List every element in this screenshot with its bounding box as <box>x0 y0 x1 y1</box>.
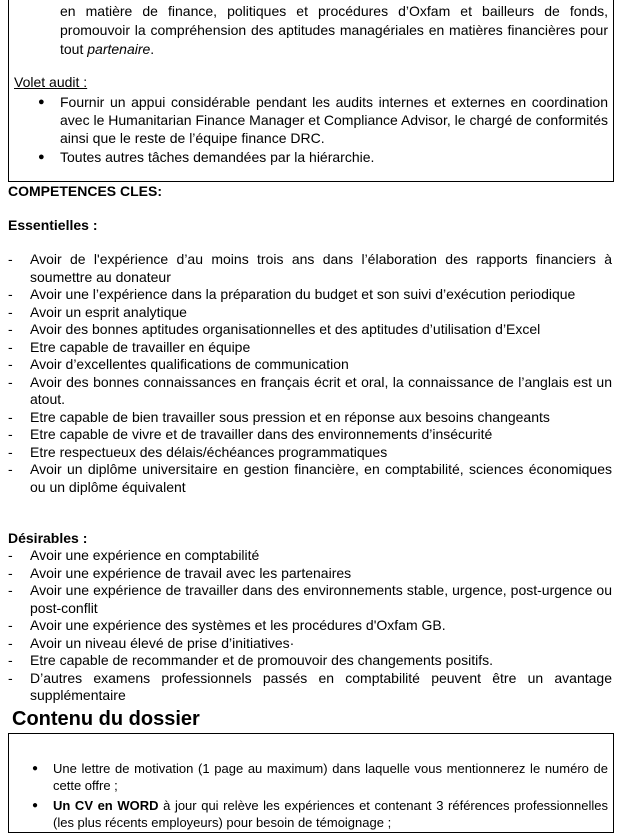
list-item-text: Fournir un appui considérable pendant les audits internes et externes en coordination avec le Humanitarian Finance Manager et Compliance Advisor, le chargé de conformités ainsi que le reste de l’équipe finance DRC. <box>60 94 608 146</box>
dash-icon: - <box>8 652 13 668</box>
dash-icon: - <box>8 373 13 390</box>
dash-icon: - <box>8 356 13 372</box>
dash-icon: - <box>8 251 13 267</box>
dash-icon: - <box>8 582 13 598</box>
list-item <box>0 635 612 653</box>
dash-icon: - <box>8 303 13 320</box>
list-item-text: Etre capable de bien travailler sous pression et en réponse aux besoins changeants <box>30 408 550 425</box>
list-item <box>0 461 612 496</box>
list-item-text: Avoir des bonnes connaissances en français écrit et oral, la connaissance de l’anglais est un atout. <box>30 373 612 407</box>
desirables-heading: Désirables : <box>8 530 88 546</box>
list-item-text: Avoir une expérience des systèmes et les procédures d'Oxfam GB. <box>30 617 446 633</box>
list-item <box>0 93 608 147</box>
continuation-text: en matière de finance, politiques et procédures d’Oxfam et bailleurs de fonds, promouvoir la compréhension des aptitudes managériales en matières financières pour tout <box>60 3 608 57</box>
list-item-text: Etre respectueux des délais/échéances programmatiques <box>30 443 388 460</box>
audit-list <box>0 93 620 166</box>
essentielles-list <box>0 251 620 496</box>
list-item-text: Avoir un niveau élevé de prise d’initiatives· <box>30 634 295 651</box>
list-item-text: Etre capable de recommander et de promouvoir des changements positifs. <box>30 652 494 668</box>
list-item <box>0 617 612 635</box>
continuation-paragraph <box>60 2 608 59</box>
list-item <box>0 652 612 670</box>
list-item <box>0 304 612 322</box>
list-item-text: D’autres examens professionnels passés en comptabilité peuvent être un avantage supplémentaire <box>30 669 612 703</box>
dash-icon: - <box>8 669 13 686</box>
list-item-text: à jour qui relève les expériences et contenant 3 références professionnelles (les plus récents employeurs) pour besoin de témoignage ; <box>53 798 608 830</box>
dossier-list <box>0 761 620 831</box>
list-item <box>0 356 612 374</box>
continuation-emphasis: partenaire <box>87 41 151 57</box>
list-item <box>0 339 612 357</box>
dossier-title: Contenu du dossier <box>12 708 200 730</box>
continuation-end: . <box>150 41 155 57</box>
dash-icon: - <box>8 547 13 563</box>
dash-icon: - <box>8 426 13 442</box>
dash-icon: - <box>8 634 13 651</box>
list-item <box>0 565 612 583</box>
list-item-text: Avoir des bonnes aptitudes organisationnelles et des aptitudes d’utilisation d’Excel <box>30 321 541 337</box>
dash-icon: - <box>8 443 13 460</box>
dash-icon: - <box>8 321 13 337</box>
bullet-icon: ● <box>32 763 39 774</box>
list-item <box>0 148 608 166</box>
cv-word-emphasis: Un CV en WORD <box>53 798 159 813</box>
list-item-text: Avoir d’excellentes qualifications de communication <box>30 356 349 372</box>
essentielles-heading: Essentielles : <box>8 217 98 233</box>
desirables-list <box>0 547 620 705</box>
audit-section-title: Volet audit : <box>14 74 88 90</box>
list-item-text: Avoir une expérience de travail avec les partenaires <box>30 564 352 581</box>
bullet-icon: ● <box>38 151 45 163</box>
list-item <box>0 798 608 831</box>
list-item <box>0 582 612 617</box>
list-item <box>0 761 608 794</box>
list-item-text: Avoir un diplôme universitaire en gestion financière, en comptabilité, sciences économiques ou un diplôme équivalent <box>30 461 612 495</box>
dash-icon: - <box>8 564 13 581</box>
list-item-text: Avoir une l’expérience dans la préparation du budget et son suivi d’exécution periodique <box>30 286 576 302</box>
list-item-text: Toutes autres tâches demandées par la hiérarchie. <box>60 149 375 165</box>
list-item-text: Avoir un esprit analytique <box>30 303 187 320</box>
dash-icon: - <box>8 408 13 425</box>
dash-icon: - <box>8 338 13 355</box>
list-item-text: Avoir une expérience de travailler dans des environnements stable, urgence, post-urgence ou post-conflit <box>30 582 612 616</box>
list-item <box>0 251 612 286</box>
list-item-text: Avoir de l'expérience d’au moins trois ans dans l’élaboration des rapports financiers à soumettre au donateur <box>30 251 612 285</box>
list-item-text: Avoir une expérience en comptabilité <box>30 547 260 563</box>
list-item <box>0 670 612 705</box>
dash-icon: - <box>8 461 13 477</box>
list-item <box>0 444 612 462</box>
competences-heading: COMPETENCES CLES: <box>8 183 163 199</box>
bullet-icon: ● <box>32 800 39 811</box>
bullet-icon: ● <box>38 96 45 108</box>
list-item <box>0 547 612 565</box>
dash-icon: - <box>8 617 13 633</box>
list-item-text: Une lettre de motivation (1 page au maximum) dans laquelle vous mentionnerez le numéro de cette offre ; <box>53 761 608 793</box>
list-item-text: Etre capable de travailler en équipe <box>30 338 251 355</box>
list-item <box>0 426 612 444</box>
list-item <box>0 409 612 427</box>
list-item <box>0 321 612 339</box>
list-item-text: Etre capable de vivre et de travailler dans des environnements d’insécurité <box>30 426 493 442</box>
dash-icon: - <box>8 286 13 302</box>
list-item <box>0 374 612 409</box>
list-item <box>0 286 612 304</box>
